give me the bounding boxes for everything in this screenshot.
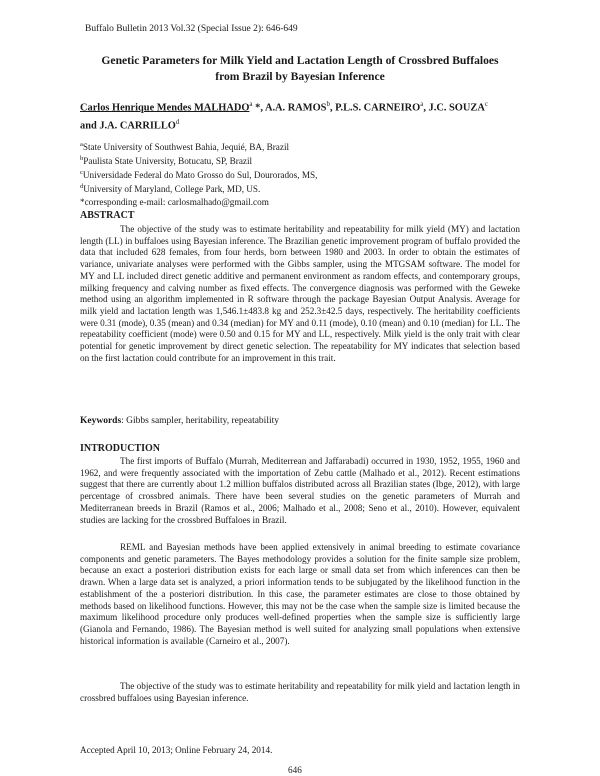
- correspondence-email: *corresponding e-mail: carlosmalhado@gmail.com: [80, 196, 269, 207]
- author-1: Carlos Henrique Mendes MALHADO: [80, 102, 250, 114]
- introduction-paragraph-1: The first imports of Buffalo (Murrah, Mediterrean and Jaffarabadi) occurred in 1930, 1952, 1955, 1960 and 1962, and were frequently associated with the importation of Zebu cattle (Malhado et al., 2012). Recent estimations suggest that there are currently about 1.2 million buffalos distributed across all Brazilian states (Ibge, 2012), with large percentage of crossbred animals. There have been several studies on the genetic parameters of Murrah and Mediterranean breeds in Brazil (Ramos et al., 2006; Malhado et al., 2008; Seno et al., 2010). However, equivalent studies are lacking for the crossbred Buffaloes in Brazil.: [80, 456, 520, 525]
- author-and: and: [80, 120, 100, 132]
- author-4: J.C. SOUZA: [428, 102, 485, 114]
- author-separator: ,: [423, 102, 429, 114]
- affiliation-item: [80, 153, 317, 167]
- affiliation-text: Universidade Federal do Mato Grosso do Sul, Dourorados, MS,: [82, 170, 318, 181]
- affiliation-mark: c: [80, 169, 83, 177]
- abstract-text: The objective of the study was to estimate heritability and repeatability for milk yield (MY) and lactation length (LL) in buffaloes using Bayesian inference. The Brazilian genetic improvement program of buffalo provided the data that included 628 females, from four herds, born between 1980 and 2003. In order to obtain the estimates of variance, univariate analyses were performed with the Gibbs sampler, using the MTGSAM software. The model for MY and LL included direct genetic additive and permanent environment as random effects, and contemporary groups, milking frequency and calving number as fixed effects. The convergence diagnosis was performed with the Geweke method using an algorithm implemented in R software through the package Bayesian Output Analysis. Average for milk yield and lactation length was 1,546.1±483.8 kg and 252.3±42.5 days, respectively. The heritability coefficients were 0.31 (mode), 0.35 (mean) and 0.34 (median) for MY and 0.11 (mode), 0.10 (mean) and 0.10 (median) for LL. The repeatability coefficient (mode) were 0.50 and 0.15 for MY and LL, respectively. Milk yield is the only trait with clear potential for genetic improvement by direct genetic selection. The repeatability for MY indicates that selection based on the first lactation could contribute for an improvement in this trait.: [80, 224, 520, 363]
- keywords-line: [80, 416, 279, 426]
- author-list: [80, 97, 520, 134]
- author-3: P.L.S. CARNEIRO: [335, 102, 421, 114]
- author-5: J.A. CARRILLO: [99, 120, 176, 132]
- page-number: 646: [288, 765, 302, 775]
- keywords-text: : Gibbs sampler, heritability, repeatability: [121, 416, 279, 426]
- affiliation-item: [80, 167, 317, 181]
- author-2-affiliation-mark: b: [326, 100, 330, 108]
- paper-title-line-1: Genetic Parameters for Milk Yield and Lactation Length of Crossbred Buffaloes: [101, 54, 499, 67]
- affiliation-item: [80, 139, 317, 153]
- author-1-affiliation-mark: a: [249, 100, 253, 108]
- affiliation-item: [80, 181, 317, 195]
- affiliation-text: State University of Southwest Bahia, Jequié, BA, Brazil: [82, 142, 290, 153]
- affiliation-text: Paulista State University, Botucatu, SP, Brazil: [83, 156, 253, 167]
- affiliation-text: University of Maryland, College Park, MD, US.: [83, 184, 261, 195]
- author-4-affiliation-mark: c: [484, 100, 488, 108]
- affiliation-mark: a: [80, 141, 83, 148]
- introduction-paragraph-2: REML and Bayesian methods have been applied extensively in animal breeding to estimate covariance components and genetic parameters. The Bayes methodology provides a solution for the finite sample size problem, because an exact a posteriori distribution exists for each large or small data set from which inferences can then be drawn. When a large data set is analyzed, a priori information tends to be subjugated by the likelihood function in the establishment of the a posteriori distribution. In this case, the parameter estimates are close to those obtained by methods based on likelihood functions. However, this may not be the case when the sample size is limited because the maximum likelihood procedure only produces well-defined properties when the sample size is sufficiently large (Gianola and Fernando, 1986). The Bayesian method is well suited for analyzing small populations when extensive historical information is available (Carneiro et al., 2007).: [80, 542, 520, 646]
- abstract-heading: ABSTRACT: [80, 210, 135, 221]
- author-3-affiliation-mark: a: [420, 100, 424, 108]
- author-5-affiliation-mark: d: [175, 118, 180, 127]
- affiliation-mark: d: [80, 183, 84, 191]
- introduction-paragraph-3: The objective of the study was to estimate heritability and repeatability for milk yield and lactation length in crossbred buffaloes using Bayesian inference.: [80, 681, 520, 703]
- corresponding-mark: *,: [252, 102, 265, 114]
- journal-citation: Buffalo Bulletin 2013 Vol.32 (Special Issue 2): 646-649: [85, 24, 298, 34]
- author-2: A.A. RAMOS: [264, 102, 327, 114]
- author-separator: ,: [329, 102, 336, 114]
- paper-title-line-2: from Brazil by Bayesian Inference: [215, 70, 385, 83]
- affiliation-list: [80, 139, 317, 208]
- affiliation-mark: b: [80, 155, 84, 163]
- introduction-heading: INTRODUCTION: [80, 443, 161, 454]
- paper-title: [80, 53, 520, 85]
- keywords-label: Keywords: [80, 416, 122, 426]
- accepted-date: Accepted April 10, 2013; Online February 24, 2014.: [80, 745, 273, 755]
